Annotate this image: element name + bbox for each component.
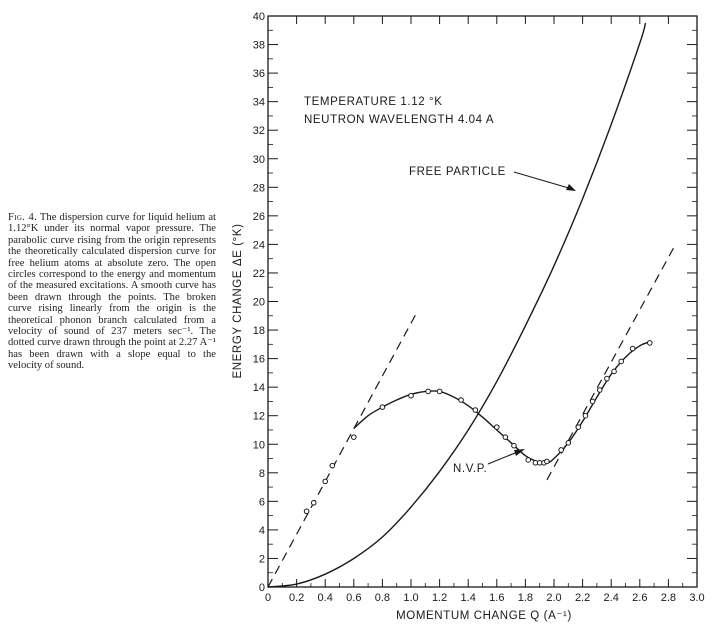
y-tick-label: 16 [252, 353, 265, 366]
measured-smooth-curve [354, 342, 651, 463]
measured-point [323, 479, 328, 484]
x-tick-label: 2.8 [660, 592, 677, 604]
caption-body: The dispersion curve for liquid helium at 1.12°K under its normal vapor pressure. The parabolic curve rising from the origin represents the theoretically calculated dispersion curve for free helium atoms at absolute zero. The open circles correspond to the energy and momentum of the measured excitations. A smooth curve has been drawn through the points. The broken curve rising linearly from the origin is the theoretical phonon branch calculated from a velocity of sound of 237 meters sec⁻¹. The dotted curve drawn through the point at 2.27 A⁻¹ has been drawn with a slope equal to the velocity of sound. [8, 212, 216, 372]
measured-point [330, 463, 335, 468]
nvp-label: N.V.P. [453, 463, 488, 475]
free-particle-arrow [514, 172, 576, 191]
measured-point [512, 443, 517, 448]
y-tick-label: 12 [252, 410, 265, 423]
y-tick-label: 24 [252, 239, 265, 252]
measured-point [352, 435, 357, 440]
measured-point [583, 413, 588, 418]
measured-point [503, 435, 508, 440]
x-tick-label: 3.0 [689, 592, 705, 604]
y-tick-label: 18 [252, 325, 265, 338]
measured-point [619, 359, 624, 364]
measured-point [437, 389, 442, 394]
x-tick-label: 2.4 [603, 592, 619, 604]
x-tick-label: 1.2 [431, 592, 448, 604]
measured-point [566, 441, 571, 446]
x-tick-label: 2.6 [632, 592, 648, 604]
nvp-arrow [488, 449, 525, 464]
measured-point [409, 393, 414, 398]
y-tick-label: 36 [252, 68, 265, 81]
y-tick-label: 32 [252, 125, 265, 138]
x-tick-label: 1.4 [460, 592, 476, 604]
measured-point [304, 509, 309, 514]
y-tick-label: 8 [258, 467, 265, 480]
measured-point [648, 341, 653, 346]
measured-point [559, 448, 564, 453]
x-tick-label: 2.0 [546, 592, 562, 604]
y-tick-label: 26 [252, 210, 265, 223]
y-tick-label: 14 [252, 382, 265, 395]
measured-point [545, 459, 550, 464]
measured-point [576, 425, 581, 430]
x-tick-label: 0.4 [317, 592, 333, 604]
x-axis-title: MOMENTUM CHANGE Q (A⁻¹) [396, 610, 572, 622]
x-tick-label: 0.2 [288, 592, 305, 604]
measured-point [526, 458, 531, 463]
measured-point [612, 369, 617, 374]
measured-points [304, 341, 652, 514]
x-tick-label: 1.0 [403, 592, 419, 604]
measured-point [597, 388, 602, 393]
measured-point [459, 398, 464, 403]
measured-point [630, 346, 635, 351]
y-tick-label: 20 [252, 296, 265, 309]
y-tick-label: 10 [252, 439, 265, 452]
measured-point [473, 408, 478, 413]
x-tick-label: 2.2 [574, 592, 591, 604]
x-tick-label: 0.6 [346, 592, 362, 604]
measured-point [426, 389, 431, 394]
x-tick-label: 1.8 [517, 592, 534, 604]
x-tick-label: 0.8 [374, 592, 391, 604]
y-tick-label: 38 [252, 39, 265, 52]
caption-lead: Fig. 4. [8, 212, 38, 223]
y-tick-label: 28 [252, 182, 265, 195]
y-tick-label: 6 [258, 496, 265, 509]
y-tick-label: 34 [252, 96, 265, 109]
measured-point [495, 425, 500, 430]
y-tick-label: 4 [258, 524, 265, 537]
y-tick-label: 40 [252, 11, 265, 23]
y-tick-label: 22 [252, 267, 265, 280]
y-tick-label: 2 [258, 553, 265, 566]
temperature-label: TEMPERATURE 1.12 °K [304, 96, 443, 108]
measured-point [311, 500, 316, 505]
measured-point [380, 405, 385, 410]
y-axis-title: ENERGY CHANGE ΔE (°K) [232, 223, 244, 379]
x-tick-label: 1.6 [489, 592, 505, 604]
y-tick-label: 0 [258, 582, 265, 594]
y-tick-label: 30 [252, 153, 265, 166]
free-particle-label: FREE PARTICLE [409, 166, 506, 178]
measured-point [605, 376, 610, 381]
phonon-branch-line [268, 310, 418, 587]
measured-point [590, 399, 595, 404]
wavelength-label: NEUTRON WAVELENGTH 4.04 A [304, 114, 495, 126]
x-tick-label: 0 [264, 592, 272, 604]
